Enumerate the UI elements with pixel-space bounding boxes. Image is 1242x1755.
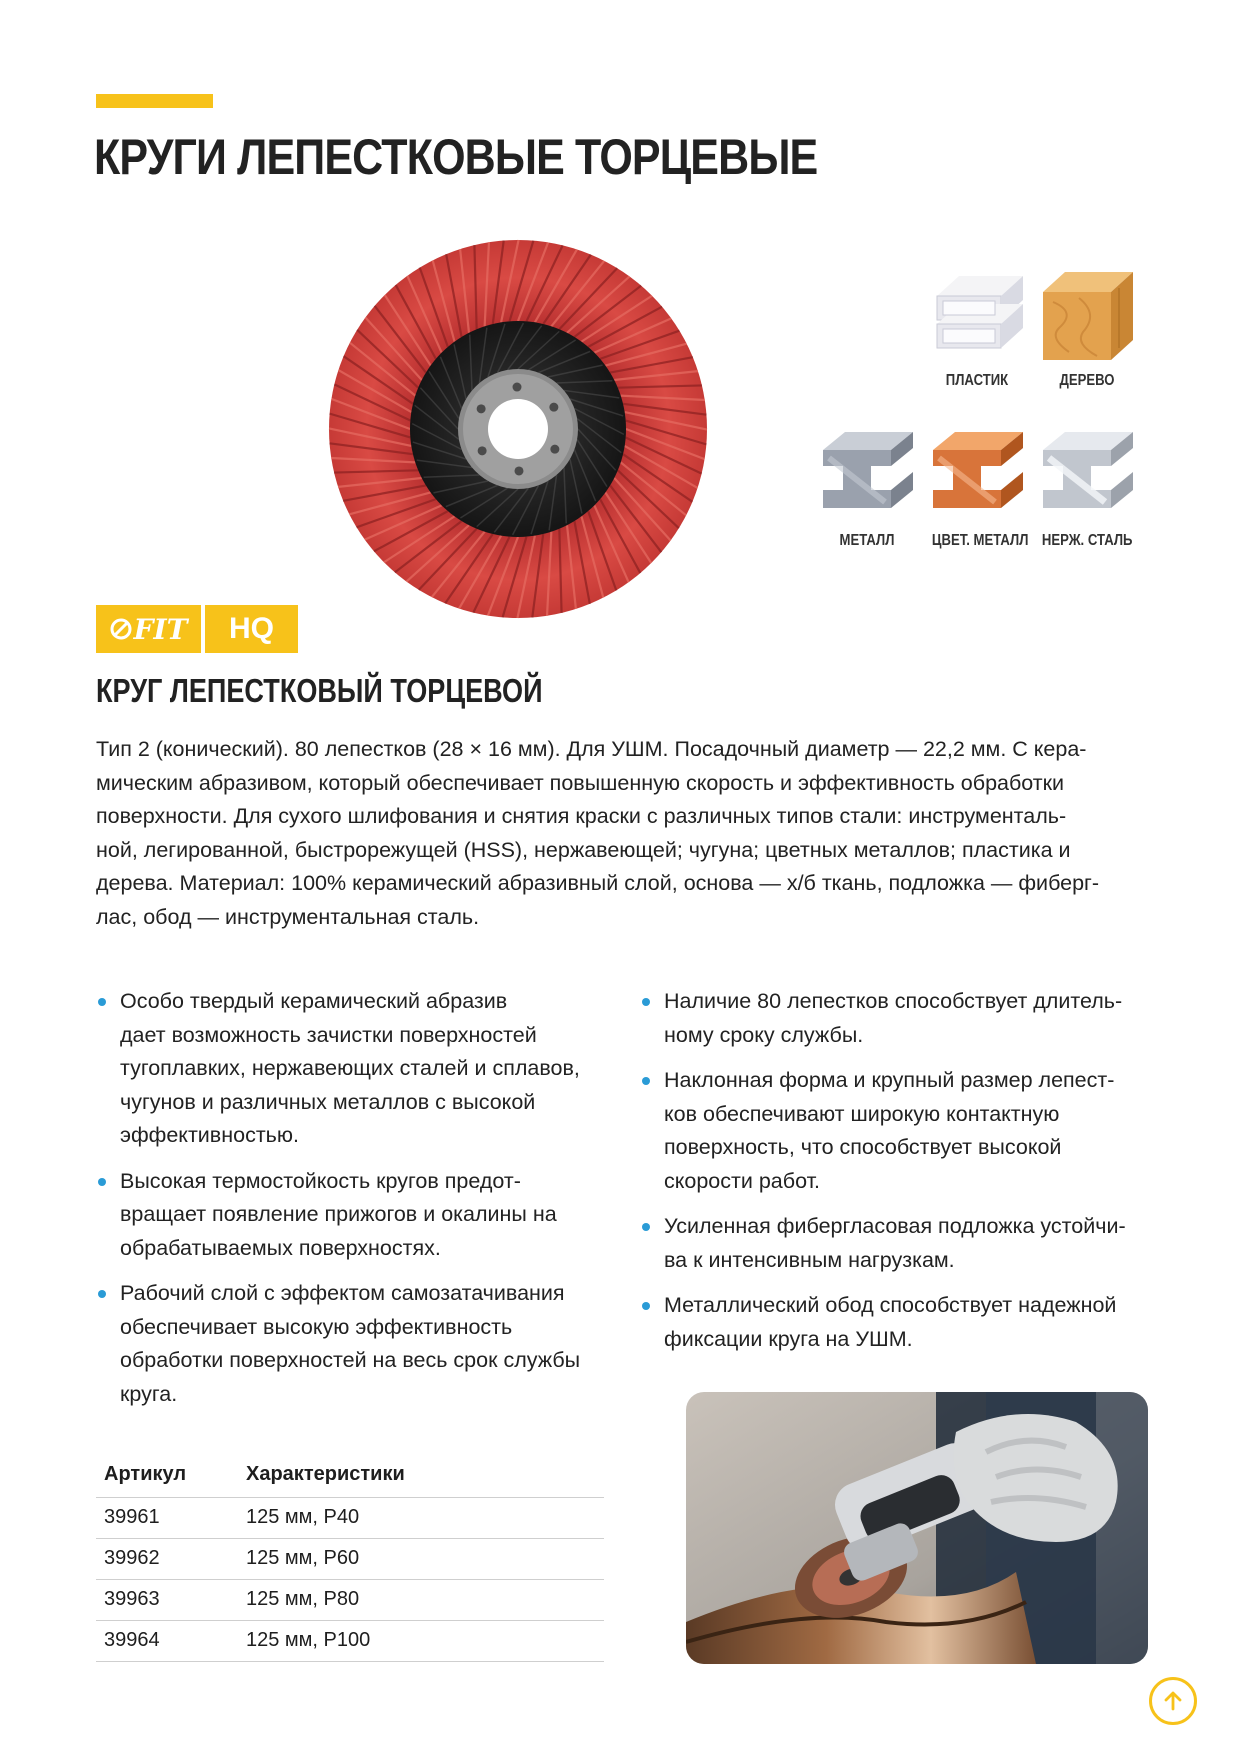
wood-icon — [1039, 268, 1135, 364]
feature-line: скорости работ. — [664, 1168, 821, 1193]
description-line: мическим абразивом, который обеспечивает повышенную скорость и эффективность обработки — [96, 770, 1065, 795]
material-label: ЦВЕТ. МЕТАЛЛ — [931, 532, 1029, 549]
feature-line: ва к интенсивным нагрузкам. — [664, 1247, 955, 1272]
material-stainless-steel — [1032, 428, 1142, 550]
brand-fit-logo — [96, 605, 201, 653]
product-description — [96, 733, 1136, 934]
feature-line: Особо твердый керамический абразив — [120, 989, 508, 1013]
fit-logo-icon — [110, 618, 132, 640]
article-cell: 39962 — [96, 1538, 238, 1579]
feature-line: эффективностью. — [120, 1123, 299, 1147]
feature-line: Наличие 80 лепестков способствует длитель- — [664, 989, 1123, 1013]
table-row — [96, 1620, 604, 1661]
metal-icon — [819, 428, 915, 524]
feature-line: Высокая термостойкость кругов предот- — [120, 1168, 521, 1193]
feature-line: Металлический обод способствует надежной — [664, 1293, 1117, 1317]
feature-item — [640, 985, 1160, 1052]
material-label: НЕРЖ. СТАЛЬ — [1041, 532, 1133, 549]
feature-item — [640, 1289, 1160, 1356]
table-header-row — [96, 1455, 604, 1497]
description-line: ной, легированной, быстрорежущей (HSS), нержавеющей; чугуна; цветных металлов; пластика и — [96, 837, 1071, 862]
material-label: ПЛАСТИК — [945, 372, 1009, 389]
table-row — [96, 1497, 604, 1538]
usage-photo — [686, 1392, 1148, 1664]
feature-line: чугунов и различных металлов с высокой — [120, 1089, 536, 1114]
material-wood — [1032, 268, 1142, 390]
feature-line: Рабочий слой с эффектом самозатачивания — [120, 1281, 565, 1305]
specs-cell: 125 мм, P100 — [238, 1620, 604, 1661]
feature-line: круга. — [120, 1381, 178, 1406]
scroll-to-top-button[interactable] — [1149, 1677, 1197, 1725]
flap-disc-image — [327, 238, 709, 620]
brand-hq-logo: HQ — [205, 605, 298, 653]
material-plastic — [922, 268, 1032, 390]
feature-item — [96, 1277, 616, 1411]
material-nonferrous-metal — [922, 428, 1032, 550]
feature-line: Усиленная фибергласовая подложка устойчи- — [664, 1214, 1126, 1238]
article-cell: 39961 — [96, 1497, 238, 1538]
feature-line: обеспечивает высокую эффективность — [120, 1314, 513, 1339]
feature-item — [96, 1165, 616, 1266]
feature-line: поверхность, что способствует высокой — [664, 1135, 1062, 1159]
page-title: КРУГИ ЛЕПЕСТКОВЫЕ ТОРЦЕВЫЕ — [94, 129, 818, 185]
article-cell: 39963 — [96, 1579, 238, 1620]
table-row — [96, 1579, 604, 1620]
description-line: поверхности. Для сухого шлифования и снятия краски с различных типов стали: инструменталь- — [96, 804, 1067, 828]
feature-line: обрабатываемых поверхностях. — [120, 1235, 441, 1260]
accent-bar — [96, 94, 213, 108]
brand-fit-text: FIT — [133, 612, 188, 646]
description-line: лас, обод — инструментальная сталь. — [96, 904, 480, 929]
feature-line: Наклонная форма и крупный размер лепест- — [664, 1068, 1115, 1092]
arrow-up-icon — [1161, 1689, 1185, 1713]
feature-line: тугоплавких, нержавеющих сталей и сплавов, — [120, 1056, 580, 1080]
product-title: КРУГ ЛЕПЕСТКОВЫЙ ТОРЦЕВОЙ — [96, 672, 543, 709]
feature-line: вращает появление прижогов и окалины на — [120, 1202, 557, 1226]
column-header-specs: Характеристики — [246, 1463, 405, 1486]
material-metal — [812, 428, 922, 550]
feature-line: фиксации круга на УШМ. — [664, 1326, 913, 1351]
specs-cell: 125 мм, P80 — [238, 1579, 604, 1620]
stainless-steel-icon — [1039, 428, 1135, 524]
plastic-icon — [929, 268, 1025, 364]
material-label: МЕТАЛЛ — [839, 532, 895, 549]
feature-item — [640, 1210, 1160, 1277]
material-label: ДЕРЕВО — [1059, 372, 1115, 389]
spec-table — [96, 1455, 604, 1662]
description-line: Тип 2 (конический). 80 лепестков (28 × 16 мм). Для УШМ. Посадочный диаметр — 22,2 мм. С кера- — [96, 737, 1087, 761]
column-header-article: Артикул — [104, 1463, 187, 1486]
features-list-left — [96, 985, 616, 1423]
specs-cell: 125 мм, P40 — [238, 1497, 604, 1538]
specs-cell: 125 мм, P60 — [238, 1538, 604, 1579]
article-cell: 39964 — [96, 1620, 238, 1661]
nonferrous-metal-icon — [929, 428, 1025, 524]
feature-item — [96, 985, 616, 1153]
description-line: дерева. Материал: 100% керамический абразивный слой, основа — х/б ткань, подложка — фиберг- — [96, 871, 1100, 895]
table-row — [96, 1538, 604, 1579]
feature-line: ному сроку службы. — [664, 1022, 864, 1047]
brand-badge — [96, 605, 298, 653]
feature-line: обработки поверхностей на весь срок службы — [120, 1348, 581, 1372]
features-list-right — [640, 985, 1160, 1368]
feature-line: ков обеспечивают широкую контактную — [664, 1101, 1060, 1126]
feature-item — [640, 1064, 1160, 1198]
feature-line: дает возможность зачистки поверхностей — [120, 1022, 537, 1047]
